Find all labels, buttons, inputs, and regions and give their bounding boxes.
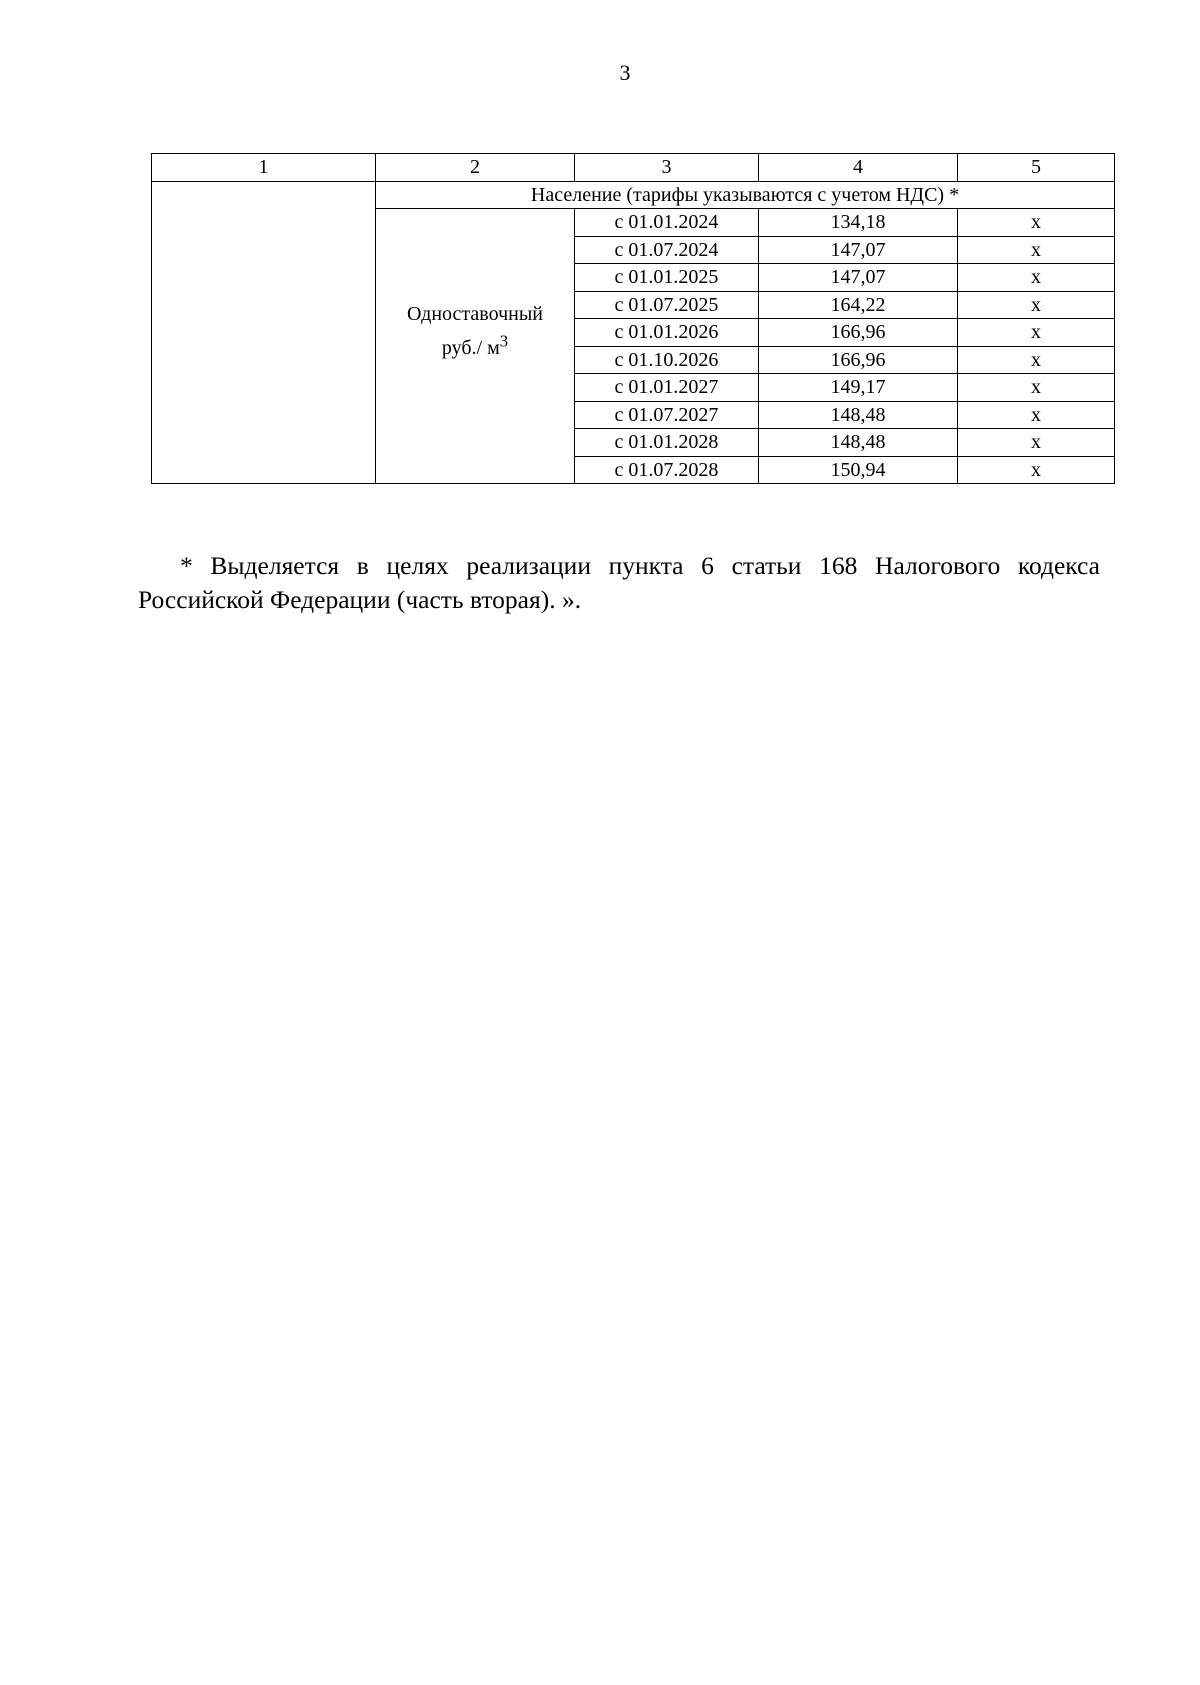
period-cell: с 01.07.2024 — [575, 236, 759, 264]
col5-cell: x — [958, 429, 1115, 457]
col5-cell: x — [958, 291, 1115, 319]
col5-cell: x — [958, 456, 1115, 484]
page-number: 3 — [619, 60, 631, 85]
col5-cell: x — [958, 319, 1115, 347]
tariff-table — [151, 153, 1115, 484]
period-cell: с 01.01.2028 — [575, 429, 759, 457]
header-cell-3: 3 — [575, 154, 759, 182]
value-cell: 150,94 — [759, 456, 958, 484]
value-cell: 148,48 — [759, 401, 958, 429]
period-cell: с 01.01.2027 — [575, 374, 759, 402]
table-header-row — [152, 154, 1115, 182]
col5-cell: x — [958, 401, 1115, 429]
category-cell — [376, 209, 575, 484]
value-cell: 164,22 — [759, 291, 958, 319]
header-cell-1: 1 — [152, 154, 376, 182]
period-cell: с 01.07.2028 — [575, 456, 759, 484]
empty-first-column-cell — [152, 181, 376, 484]
col5-cell: x — [958, 346, 1115, 374]
category-unit: руб./ $м^3$ — [441, 331, 509, 360]
period-cell: с 01.07.2027 — [575, 401, 759, 429]
group-title-row — [152, 181, 1115, 209]
value-cell: 147,07 — [759, 236, 958, 264]
period-cell: с 01.01.2026 — [575, 319, 759, 347]
col5-cell: x — [958, 209, 1115, 237]
header-cell-2: 2 — [376, 154, 575, 182]
period-cell: с 01.10.2026 — [575, 346, 759, 374]
period-cell: с 01.01.2025 — [575, 264, 759, 292]
group-title-cell: Население (тарифы указываются с учетом НДС) * — [376, 181, 1115, 209]
value-cell: 166,96 — [759, 346, 958, 374]
header-cell-4: 4 — [759, 154, 958, 182]
header-cell-5: 5 — [958, 154, 1115, 182]
value-cell: 149,17 — [759, 374, 958, 402]
col5-cell: x — [958, 374, 1115, 402]
period-cell: с 01.01.2024 — [575, 209, 759, 237]
category-name: Одноставочный — [407, 302, 543, 325]
footnote: * Выделяется в целях реализации пункта 6 статьи 168 Налогового кодекса Российской Федерации (часть вторая). ». — [138, 550, 1100, 614]
value-cell: 166,96 — [759, 319, 958, 347]
col5-cell: x — [958, 236, 1115, 264]
value-cell: 147,07 — [759, 264, 958, 292]
value-cell: 148,48 — [759, 429, 958, 457]
col5-cell: x — [958, 264, 1115, 292]
value-cell: 134,18 — [759, 209, 958, 237]
unit-superscript: 3 — [499, 331, 509, 351]
period-cell: с 01.07.2025 — [575, 291, 759, 319]
